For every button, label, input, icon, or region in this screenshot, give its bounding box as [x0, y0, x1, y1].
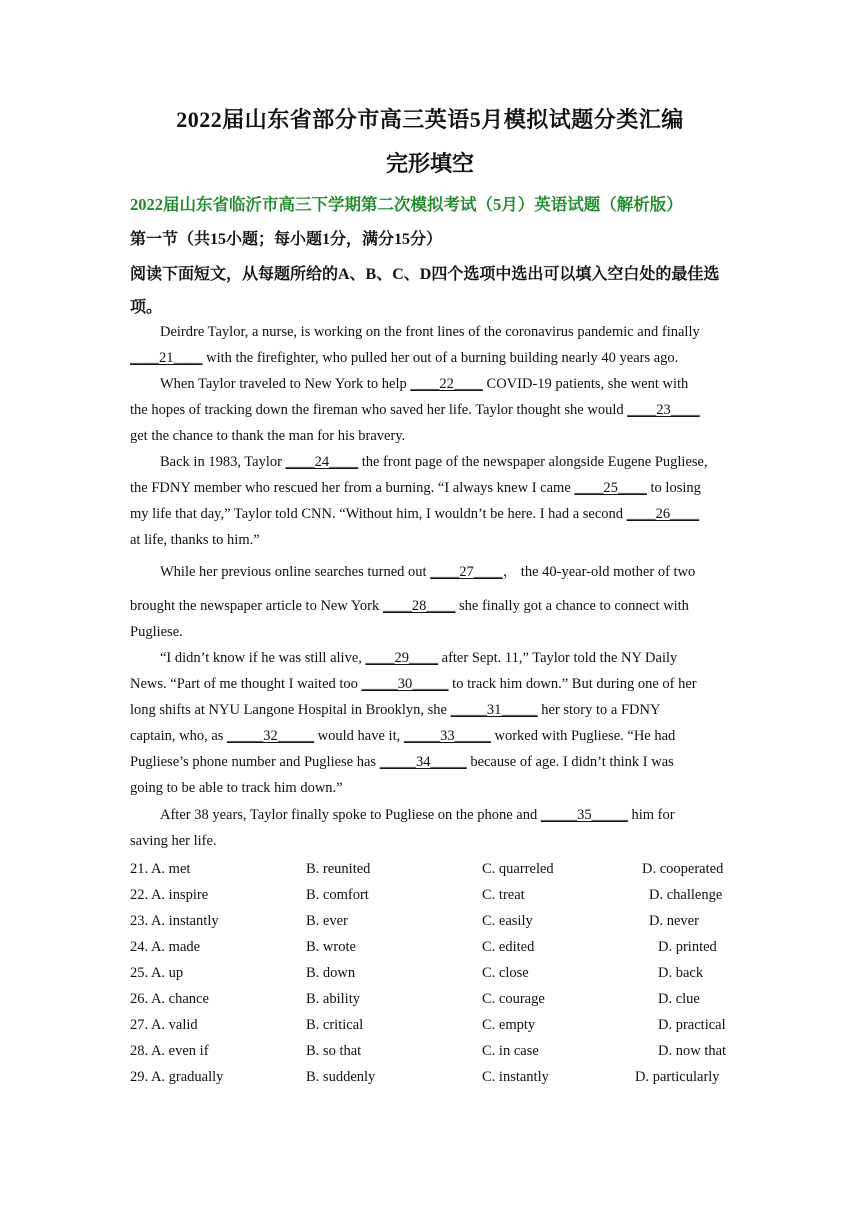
- blank-26: ____26____: [626, 506, 700, 522]
- option-d: D. particularly: [635, 1069, 720, 1085]
- blank-29: ____29____: [365, 650, 439, 666]
- option-d: D. now that: [658, 1043, 727, 1059]
- option-b: B. critical: [306, 1017, 364, 1033]
- option-c: C. instantly: [482, 1069, 549, 1085]
- option-row: [130, 1017, 740, 1037]
- instruction-text: 阅读下面短文，从每题所给的A、B、C、D四个选项中选出可以填入空白处的最佳选项。: [130, 266, 720, 316]
- option-row: [130, 939, 740, 959]
- option-row: [130, 1069, 740, 1089]
- document-title: 2022届山东省部分市高三英语5月模拟试题分类汇编: [176, 107, 684, 132]
- passage-line: Pugliese’s phone number and Pugliese has _____34_____ because of age. I didn’t think I was: [130, 754, 674, 770]
- option-a: 26. A. chance: [130, 991, 209, 1007]
- passage-line: saving her life.: [130, 833, 217, 849]
- option-c: C. close: [482, 965, 529, 981]
- blank-28: ____28____: [382, 598, 456, 614]
- option-row: [130, 887, 740, 907]
- option-a: 27. A. valid: [130, 1017, 198, 1033]
- option-d: D. back: [658, 965, 704, 981]
- blank-21: ____21____: [130, 350, 203, 366]
- passage-line: Pugliese.: [130, 624, 183, 640]
- option-b: B. suddenly: [306, 1069, 376, 1085]
- option-c: C. easily: [482, 913, 533, 929]
- passage-line: the hopes of tracking down the fireman who saved her life. Taylor thought she would ____23____: [130, 402, 700, 418]
- passage-line: my life that day,” Taylor told CNN. “Without him, I wouldn’t be here. I had a second ____26____: [130, 506, 700, 522]
- passage-line: ____21____ with the firefighter, who pulled her out of a burning building nearly 40 years ago.: [130, 350, 679, 366]
- passage-line: News. “Part of me thought I waited too _____30_____ to track him down.” But during one of her: [130, 676, 697, 692]
- passage-line: brought the newspaper article to New York ____28____ she finally got a chance to connect with: [130, 598, 689, 614]
- option-b: B. wrote: [306, 939, 356, 955]
- passage-line: captain, who, as _____32_____ would have it, _____33_____ worked with Pugliese. “He had: [130, 728, 676, 744]
- passage-line: at life, thanks to him.”: [130, 532, 260, 548]
- passage-line: get the chance to thank the man for his bravery.: [130, 428, 406, 444]
- option-d: D. practical: [658, 1017, 726, 1033]
- blank-27: ____27____: [430, 564, 503, 580]
- option-row: [130, 991, 740, 1011]
- option-b: B. ability: [306, 991, 360, 1007]
- blank-35: _____35_____: [540, 807, 628, 823]
- blank-23: ____23____: [627, 402, 700, 418]
- blank-30: _____30_____: [361, 676, 449, 692]
- option-a: 29. A. gradually: [130, 1069, 224, 1085]
- passage-line: long shifts at NYU Langone Hospital in Brooklyn, she _____31_____ her story to a FDNY: [130, 702, 661, 718]
- option-c: C. treat: [482, 887, 525, 903]
- passage-line: After 38 years, Taylor finally spoke to Pugliese on the phone and _____35_____ him for: [160, 807, 675, 823]
- option-a: 28. A. even if: [130, 1043, 209, 1059]
- option-c: C. quarreled: [482, 861, 554, 877]
- option-a: 22. A. inspire: [130, 887, 209, 903]
- option-b: B. so that: [306, 1043, 362, 1059]
- option-c: C. empty: [482, 1017, 536, 1033]
- blank-34: _____34_____: [379, 754, 467, 770]
- option-a: 21. A. met: [130, 861, 191, 877]
- option-c: C. in case: [482, 1043, 539, 1059]
- blank-22: ____22____: [410, 376, 483, 392]
- passage-line: Deirdre Taylor, a nurse, is working on the front lines of the coronavirus pandemic and finally: [160, 324, 700, 340]
- option-d: D. challenge: [649, 887, 723, 903]
- section-heading: 第一节（共15小题；每小题1分，满分15分）: [130, 231, 443, 248]
- option-c: C. edited: [482, 939, 535, 955]
- document-subtitle: 完形填空: [385, 151, 474, 176]
- option-d: D. never: [649, 913, 699, 929]
- blank-32: _____32_____: [227, 728, 315, 744]
- option-d: D. clue: [658, 991, 700, 1007]
- option-row: [130, 1043, 740, 1063]
- option-row: [130, 965, 740, 985]
- option-c: C. courage: [482, 991, 545, 1007]
- option-b: B. reunited: [306, 861, 371, 877]
- option-b: B. ever: [306, 913, 348, 929]
- passage-line: When Taylor traveled to New York to help ____22____ COVID-19 patients, she went with: [160, 376, 689, 392]
- passage-line: going to be able to track him down.”: [130, 780, 343, 796]
- passage-line: While her previous online searches turned out ____27____， the 40-year-old mother of two: [160, 564, 696, 580]
- option-b: B. down: [306, 965, 356, 981]
- option-a: 25. A. up: [130, 965, 184, 981]
- exam-source-heading: 2022届山东省临沂市高三下学期第二次模拟考试（5月）英语试题（解析版）: [130, 195, 683, 214]
- option-a: 24. A. made: [130, 939, 201, 955]
- blank-24: ____24____: [285, 454, 359, 470]
- option-row: [130, 861, 740, 881]
- passage-line: the FDNY member who rescued her from a burning. “I always knew I came ____25____ to losing: [130, 480, 701, 496]
- passage-line: “I didn’t know if he was still alive, ____29____ after Sept. 11,” Taylor told the NY Daily: [160, 650, 678, 666]
- blank-33: _____33_____: [403, 728, 491, 744]
- option-d: D. printed: [658, 939, 717, 955]
- passage-line: Back in 1983, Taylor ____24____ the front page of the newspaper alongside Eugene Pugliese,: [160, 454, 708, 470]
- blank-25: ____25____: [574, 480, 647, 496]
- option-b: B. comfort: [306, 887, 369, 903]
- option-row: [130, 913, 740, 933]
- option-d: D. cooperated: [642, 861, 724, 877]
- option-a: 23. A. instantly: [130, 913, 219, 929]
- blank-31: _____31_____: [450, 702, 538, 718]
